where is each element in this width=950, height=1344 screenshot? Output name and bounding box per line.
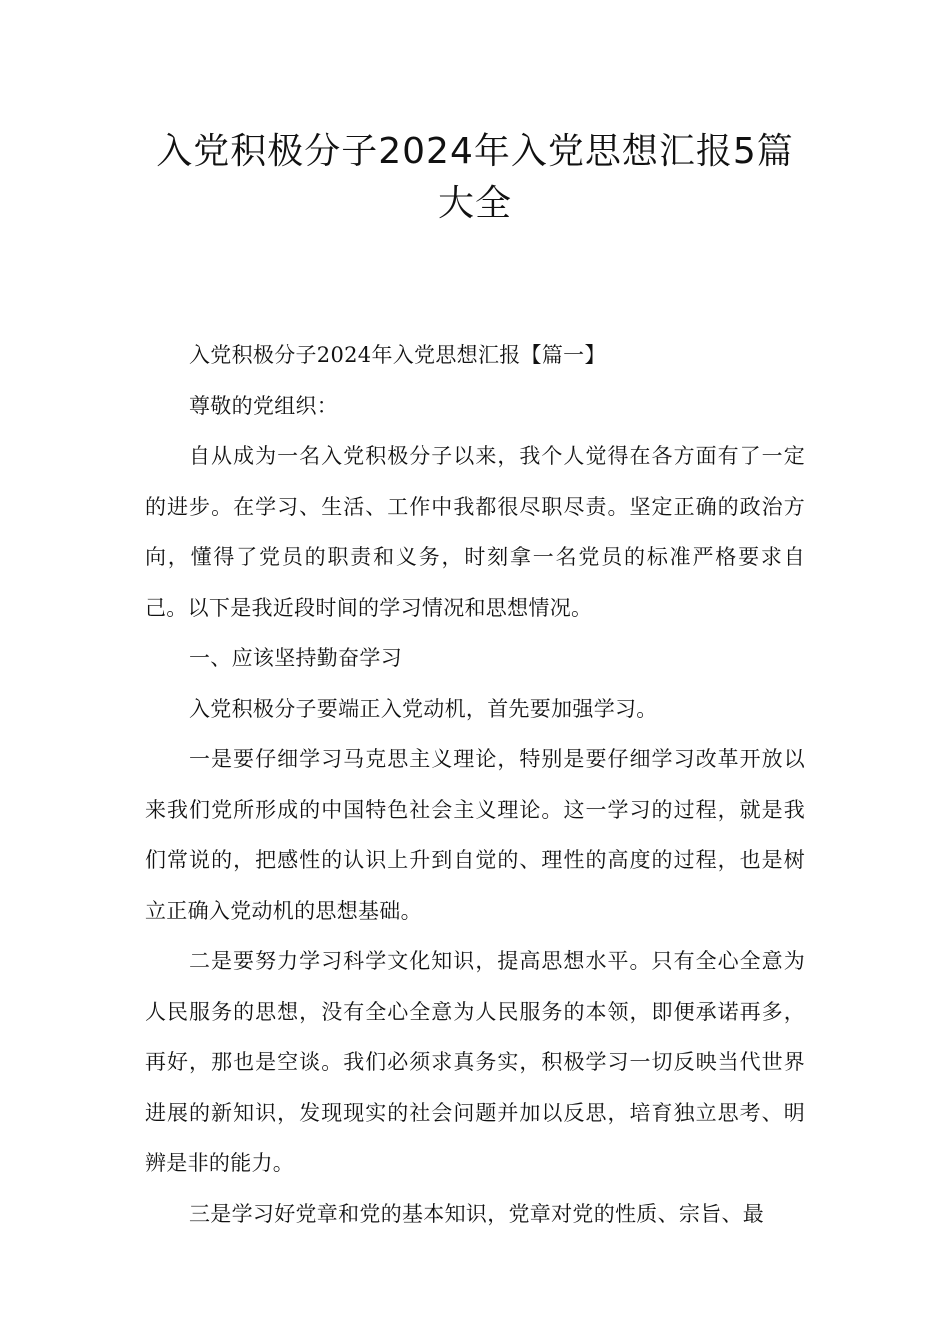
paragraph: 一是要仔细学习马克思主义理论，特别是要仔细学习改革开放以来我们党所形成的中国特色社会主义理论。这一学习的过程，就是我们常说的，把感性的认识上升到自觉的、理性的高度的过程，也是树立正确入党动机的思想基础。 [145, 747, 805, 923]
section-heading: 入党积极分子2024年入党思想汇报【篇一】 [189, 343, 606, 367]
title-line-2: 大全 [437, 183, 512, 224]
paragraph: 三是学习好党章和党的基本知识，党章对党的性质、宗旨、最 [189, 1201, 765, 1226]
paragraph: 自从成为一名入党积极分子以来，我个人觉得在各方面有了一定的进步。在学习、生活、工作中我都很尽职尽责。坚定正确的政治方向，懂得了党员的职责和义务，时刻拿一名党员的标准严格要求自己。以下是我近段时间的学习情况和思想情况。 [145, 444, 805, 620]
salutation: 尊敬的党组织： [189, 393, 339, 418]
paragraph: 入党积极分子要端正入党动机，首先要加强学习。 [189, 696, 658, 721]
document-title [130, 126, 820, 230]
paragraph: 二是要努力学习科学文化知识，提高思想水平。只有全心全意为人民服务的思想，没有全心全意为人民服务的本领，即便承诺再多，再好，那也是空谈。我们必须求真务实，积极学习一切反映当代世界进展的新知识，发现现实的社会问题并加以反思，培育独立思考、明辨是非的能力。 [145, 949, 805, 1175]
document-body [145, 330, 805, 1239]
subheading: 一、应该坚持勤奋学习 [189, 646, 402, 670]
title-line-1: 入党积极分子2024年入党思想汇报5篇 [156, 131, 794, 172]
